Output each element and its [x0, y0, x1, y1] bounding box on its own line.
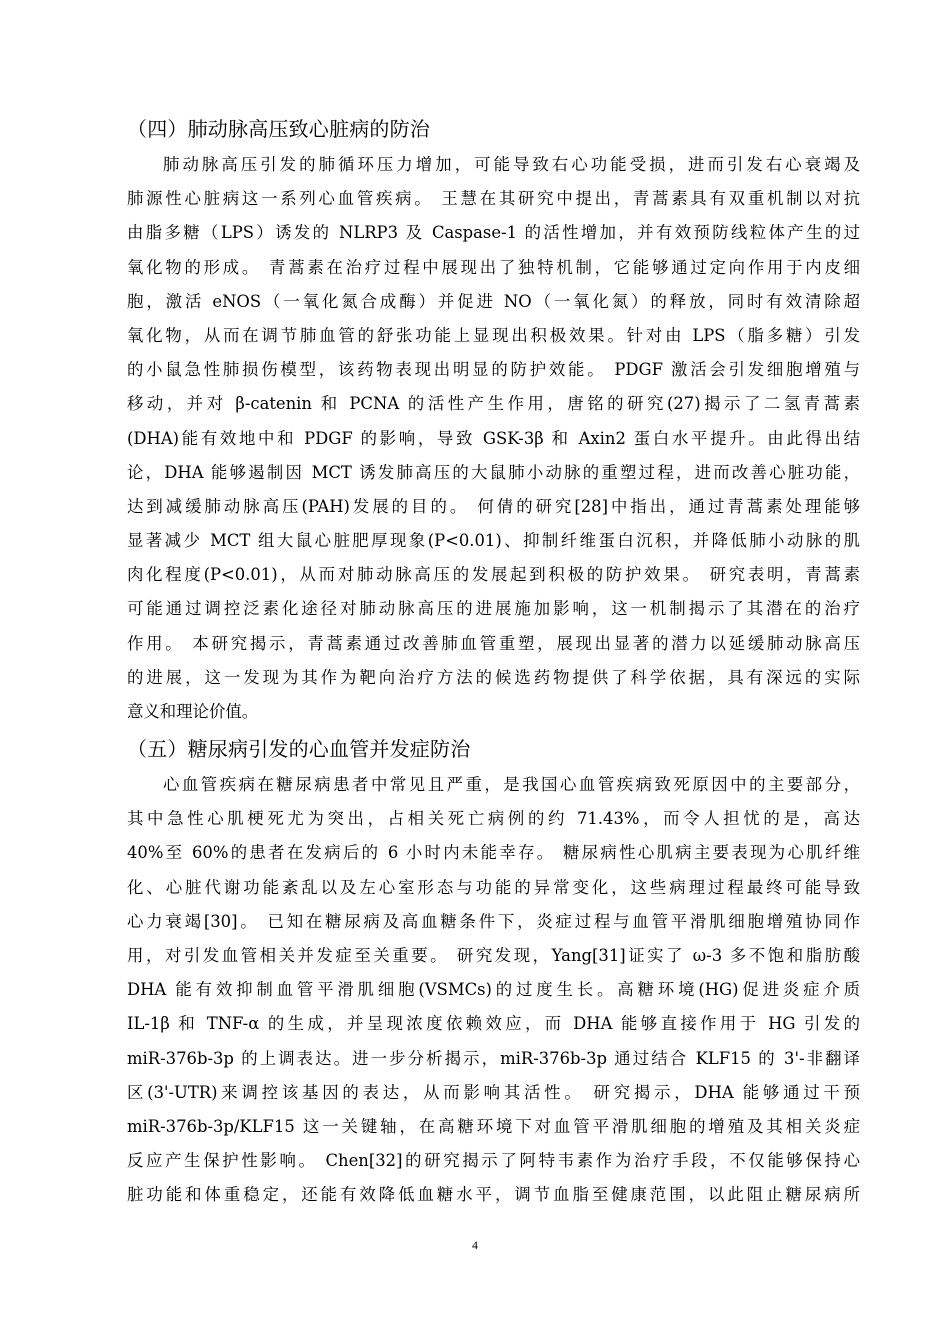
text-line: 肺动脉高压引发的肺循环压力增加，可能导致右心功能受损，进而引发右心衰竭及: [163, 155, 860, 174]
text-line: 的小鼠急性肺损伤模型，该药物表现出明显的防护效能。 PDGF 激活会引发细胞增殖与: [127, 360, 860, 380]
section-paragraph: [127, 148, 860, 729]
text-line: 40%至 60%的患者在发病后的 6 小时内未能幸存。 糖尿病性心肌病主要表现为心肌纤维: [127, 843, 860, 863]
text-line: 论，DHA 能够遏制因 MCT 诱发肺高压的大鼠肺小动脉的重塑过程，进而改善心脏功能，: [127, 462, 860, 482]
text-line: 用，对引发血管相关并发症至关重要。 研究发现，Yang[31]证实了 ω-3 多不饱和脂肪酸: [127, 945, 860, 965]
text-line: 移动，并对 β-catenin 和 PCNA 的活性产生作用，唐铭的研究(27)揭示了二氢青蒿素: [127, 394, 860, 414]
text-line: 其中急性心肌梗死尤为突出，占相关死亡病例的约 71.43%，而令人担忧的是，高达: [127, 809, 860, 829]
page-number: 4: [472, 1238, 478, 1252]
text-line: 化、心脏代谢功能紊乱以及左心室形态与功能的异常变化，这些病理过程最终可能导致: [127, 877, 860, 897]
text-line: 作用。 本研究揭示，青蒿素通过改善肺血管重塑，展现出显著的潜力以延缓肺动脉高压: [127, 633, 860, 653]
section-paragraph: [127, 768, 860, 1212]
text-line: 区(3'-UTR)来调控该基因的表达，从而影响其活性。 研究揭示，DHA 能够通过干预: [127, 1082, 860, 1102]
text-line: 由脂多糖（LPS）诱发的 NLRP3 及 Caspase-1 的活性增加，并有效预防线粒体产生的过: [127, 223, 860, 243]
text-line: 的进展，这一发现为其作为靶向治疗方法的候选药物提供了科学依据，具有深远的实际: [127, 667, 860, 687]
text-line: 脏功能和体重稳定，还能有效降低血糖水平，调节血脂至健康范围，以此阻止糖尿病所: [127, 1185, 860, 1205]
text-line: 意义和理论价值。: [127, 702, 259, 721]
text-line: (DHA)能有效地中和 PDGF 的影响，导致 GSK-3β 和 Axin2 蛋白水平提升。由此得出结: [127, 428, 860, 448]
section-diabetic-cardiovascular: [127, 730, 860, 1212]
text-line: 氧化物，从而在调节肺血管的舒张功能上显现出积极效果。针对由 LPS（脂多糖）引发: [127, 325, 860, 345]
section-heading: （四）肺动脉高压致心脏病的防治: [127, 117, 430, 141]
section-pulmonary-hypertension: [127, 110, 860, 729]
section-heading: （五）糖尿病引发的心血管并发症防治: [127, 737, 471, 761]
text-line: 胞，激活 eNOS（一氧化氮合成酶）并促进 NO（一氧化氮）的释放，同时有效清除超: [127, 291, 860, 311]
text-line: 氧化物的形成。 青蒿素在治疗过程中展现出了独特机制，它能够通过定向作用于内皮细: [127, 257, 860, 277]
text-line: miR-376b-3p 的上调表达。进一步分析揭示，miR-376b-3p 通过结合 KLF15 的 3'-非翻译: [127, 1048, 860, 1068]
text-line: 反应产生保护性影响。 Chen[32]的研究揭示了阿特韦素作为治疗手段，不仅能够保持心: [127, 1151, 860, 1171]
text-line: 可能通过调控泛素化途径对肺动脉高压的进展施加影响，这一机制揭示了其潜在的治疗: [127, 599, 860, 619]
text-line: 心力衰竭[30]。 已知在糖尿病及高血糖条件下，炎症过程与血管平滑肌细胞增殖协同作: [127, 911, 860, 931]
text-line: 肺源性心脏病这一系列心血管疾病。 王慧在其研究中提出，青蒿素具有双重机制以对抗: [127, 189, 860, 209]
text-line: DHA 能有效抑制血管平滑肌细胞(VSMCs)的过度生长。高糖环境(HG)促进炎症介质: [127, 980, 860, 1000]
text-line: 显著减少 MCT 组大鼠心脏肥厚现象(P<0.01)、抑制纤维蛋白沉积，并降低肺小动脉的肌: [127, 531, 860, 551]
text-line: 达到减缓肺动脉高压(PAH)发展的目的。 何倩的研究[28]中指出，通过青蒿素处理能够: [127, 496, 860, 516]
text-line: miR-376b-3p/KLF15 这一关键轴，在高糖环境下对血管平滑肌细胞的增殖及其相关炎症: [127, 1116, 860, 1136]
text-line: IL-1β 和 TNF-α 的生成，并呈现浓度依赖效应，而 DHA 能够直接作用于 HG 引发的: [127, 1014, 860, 1034]
text-line: 心血管疾病在糖尿病患者中常见且严重，是我国心血管疾病致死原因中的主要部分，: [163, 775, 860, 794]
text-line: 肉化程度(P<0.01)，从而对肺动脉高压的发展起到积极的防护效果。 研究表明，青蒿素: [127, 565, 860, 585]
